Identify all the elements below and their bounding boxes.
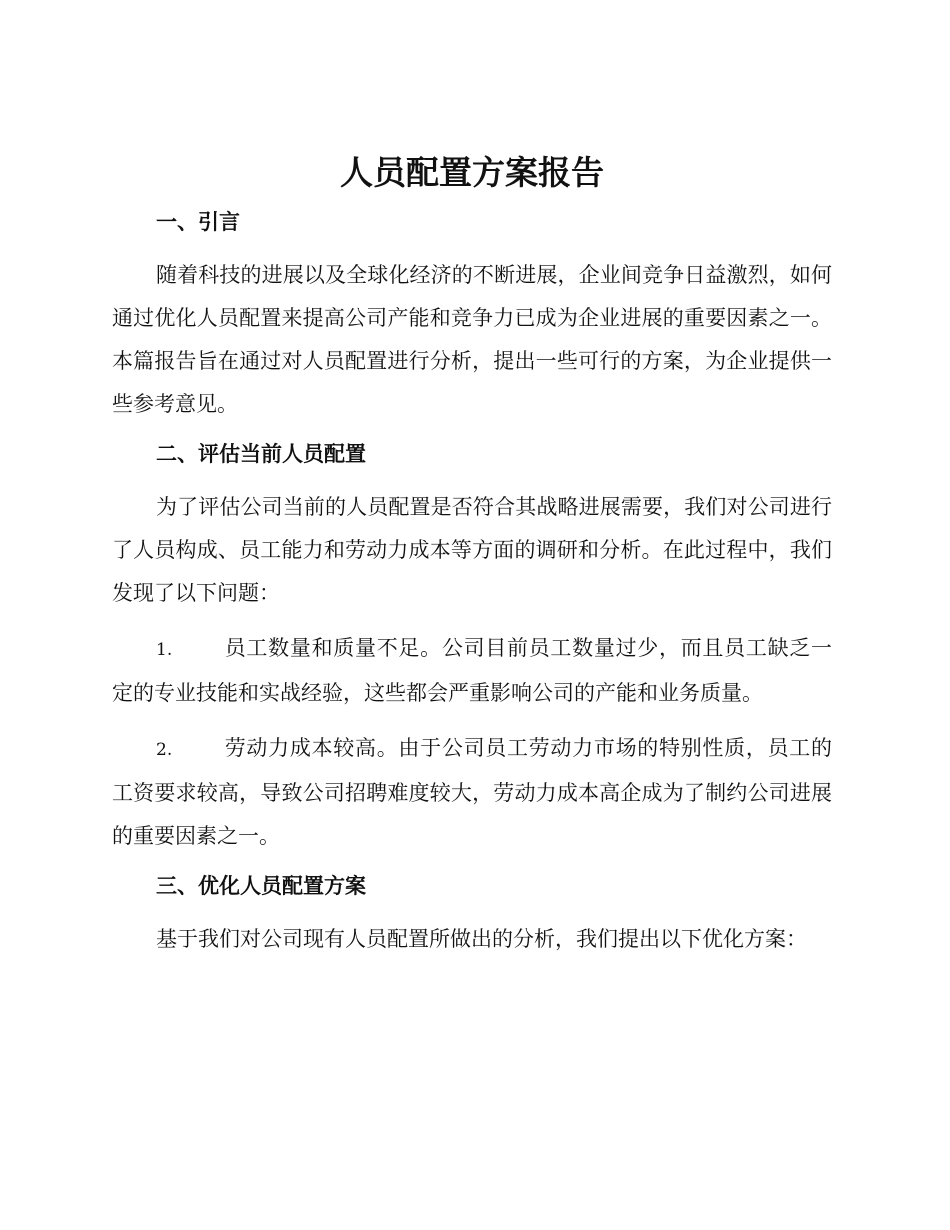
list-number: 1. (156, 640, 173, 660)
list-item-text: 劳动力成本较高。由于公司员工劳动力市场的特别性质，员工的工资要求较高，导致公司招聘难度较大，劳动力成本高企成为了制约公司进展的重要因素之一。 (112, 736, 832, 848)
paragraph: 基于我们对公司现有人员配置所做出的分析，我们提出以下优化方案： (156, 927, 807, 951)
paragraph: 为了评估公司当前的人员配置是否符合其战略进展需要，我们对公司进行了人员构成、员工能力和劳动力成本等方面的调研和分析。在此过程中，我们发现了以下问题： (112, 495, 832, 605)
list-item-text: 员工数量和质量不足。公司目前员工数量过少，而且员工缺乏一定的专业技能和实战经验，这些都会严重影响公司的产能和业务质量。 (112, 636, 832, 705)
list-item (112, 627, 832, 715)
section-introduction (112, 206, 832, 426)
section-heading: 一、引言 (156, 210, 240, 234)
document-page (112, 148, 832, 973)
list-item (112, 727, 832, 858)
section-optimization (112, 870, 832, 961)
document-title: 人员配置方案报告 (340, 153, 604, 192)
section-assessment (112, 438, 832, 858)
list-number: 2. (156, 740, 173, 760)
section-heading: 三、优化人员配置方案 (156, 874, 366, 898)
paragraph: 随着科技的进展以及全球化经济的不断进展，企业间竞争日益激烈，如何通过优化人员配置来提高公司产能和竞争力已成为企业进展的重要因素之一。本篇报告旨在通过对人员配置进行分析，提出一些可行的方案，为企业提供一些参考意见。 (112, 263, 832, 416)
section-heading: 二、评估当前人员配置 (156, 442, 366, 466)
